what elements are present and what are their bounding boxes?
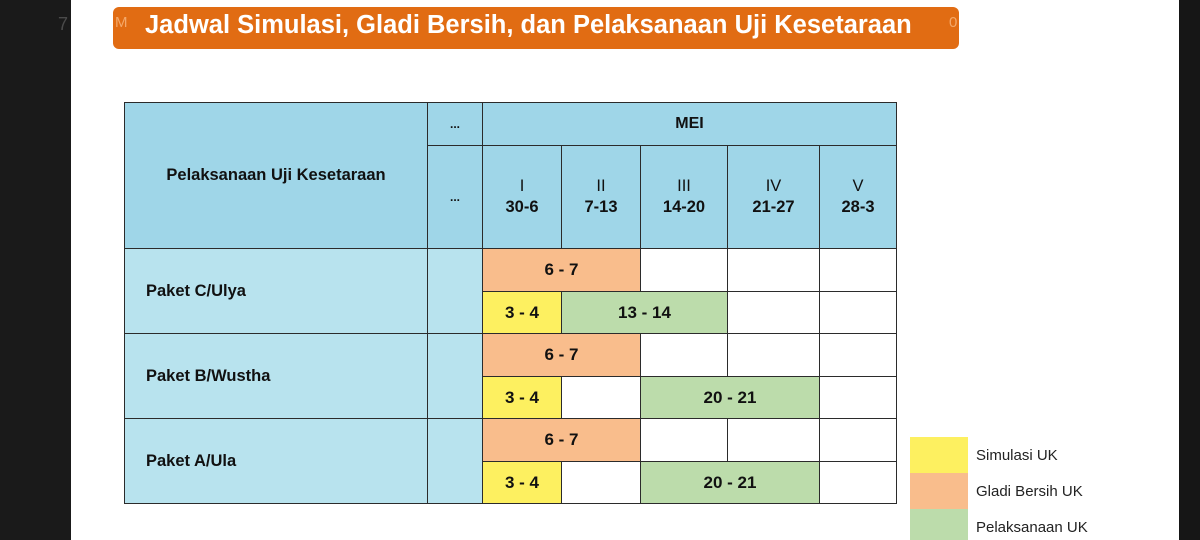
empty-cell xyxy=(728,334,820,377)
empty-cell xyxy=(820,249,897,292)
week-range: 7-13 xyxy=(584,198,618,216)
corner-header: Pelaksanaan Uji Kesetaraan xyxy=(125,103,428,249)
week-roman: II xyxy=(596,177,606,195)
gladi-cell: 6 - 7 xyxy=(483,334,641,377)
simulasi-cell: 3 - 4 xyxy=(483,292,562,334)
right-edge xyxy=(1179,0,1200,540)
empty-cell xyxy=(641,334,728,377)
legend-swatch-gladi xyxy=(910,473,968,509)
legend-label: Simulasi UK xyxy=(976,447,1058,464)
page-title: Jadwal Simulasi, Gladi Bersih, dan Pelaksanaan Uji Kesetaraan xyxy=(145,11,912,39)
simulasi-cell: 3 - 4 xyxy=(483,377,562,419)
empty-cell xyxy=(820,419,897,462)
legend-label: Pelaksanaan UK xyxy=(976,519,1088,536)
legend-swatch-pelaksanaan xyxy=(910,509,968,540)
gladi-cell: 6 - 7 xyxy=(483,249,641,292)
empty-cell xyxy=(728,249,820,292)
week-roman: IV xyxy=(765,177,782,195)
schedule-table xyxy=(124,102,897,504)
empty-cell xyxy=(820,292,897,334)
package-label-c: Paket C/Ulya xyxy=(125,249,428,334)
week-header-3 xyxy=(641,146,728,249)
empty-cell xyxy=(562,377,641,419)
legend-label: Gladi Bersih UK xyxy=(976,483,1083,500)
week-range: 28-3 xyxy=(841,198,875,216)
pelaksanaan-cell: 13 - 14 xyxy=(562,292,728,334)
empty-cell xyxy=(820,334,897,377)
pelaksanaan-cell: 20 - 21 xyxy=(641,462,820,504)
week-header-2 xyxy=(562,146,641,249)
title-ghost-right: 0 xyxy=(949,14,958,31)
pelaksanaan-cell: 20 - 21 xyxy=(641,377,820,419)
slide-number-fragment: 7 xyxy=(58,14,69,34)
simulasi-cell: 3 - 4 xyxy=(483,462,562,504)
package-label-a: Paket A/Ula xyxy=(125,419,428,504)
week-roman: III xyxy=(677,177,691,195)
dots-cell xyxy=(428,419,483,504)
empty-cell xyxy=(641,419,728,462)
month-header: MEI xyxy=(483,103,897,146)
title-ghost-left: M xyxy=(115,14,128,31)
week-header-5 xyxy=(820,146,897,249)
week-range: 14-20 xyxy=(662,198,706,216)
week-header-4 xyxy=(728,146,820,249)
dots-cell xyxy=(428,334,483,419)
week-header-1 xyxy=(483,146,562,249)
slide xyxy=(71,0,1179,540)
empty-cell xyxy=(820,462,897,504)
dots-header-sub: ... xyxy=(428,146,483,249)
dots-header-top: ... xyxy=(428,103,483,146)
week-range: 30-6 xyxy=(505,198,539,216)
dots-cell xyxy=(428,249,483,334)
empty-cell xyxy=(641,249,728,292)
legend-swatch-simulasi xyxy=(910,437,968,473)
gladi-cell: 6 - 7 xyxy=(483,419,641,462)
empty-cell xyxy=(562,462,641,504)
empty-cell xyxy=(728,419,820,462)
week-roman: I xyxy=(519,177,525,195)
empty-cell xyxy=(728,292,820,334)
week-roman: V xyxy=(852,177,864,195)
package-label-b: Paket B/Wustha xyxy=(125,334,428,419)
empty-cell xyxy=(820,377,897,419)
week-range: 21-27 xyxy=(752,198,795,216)
